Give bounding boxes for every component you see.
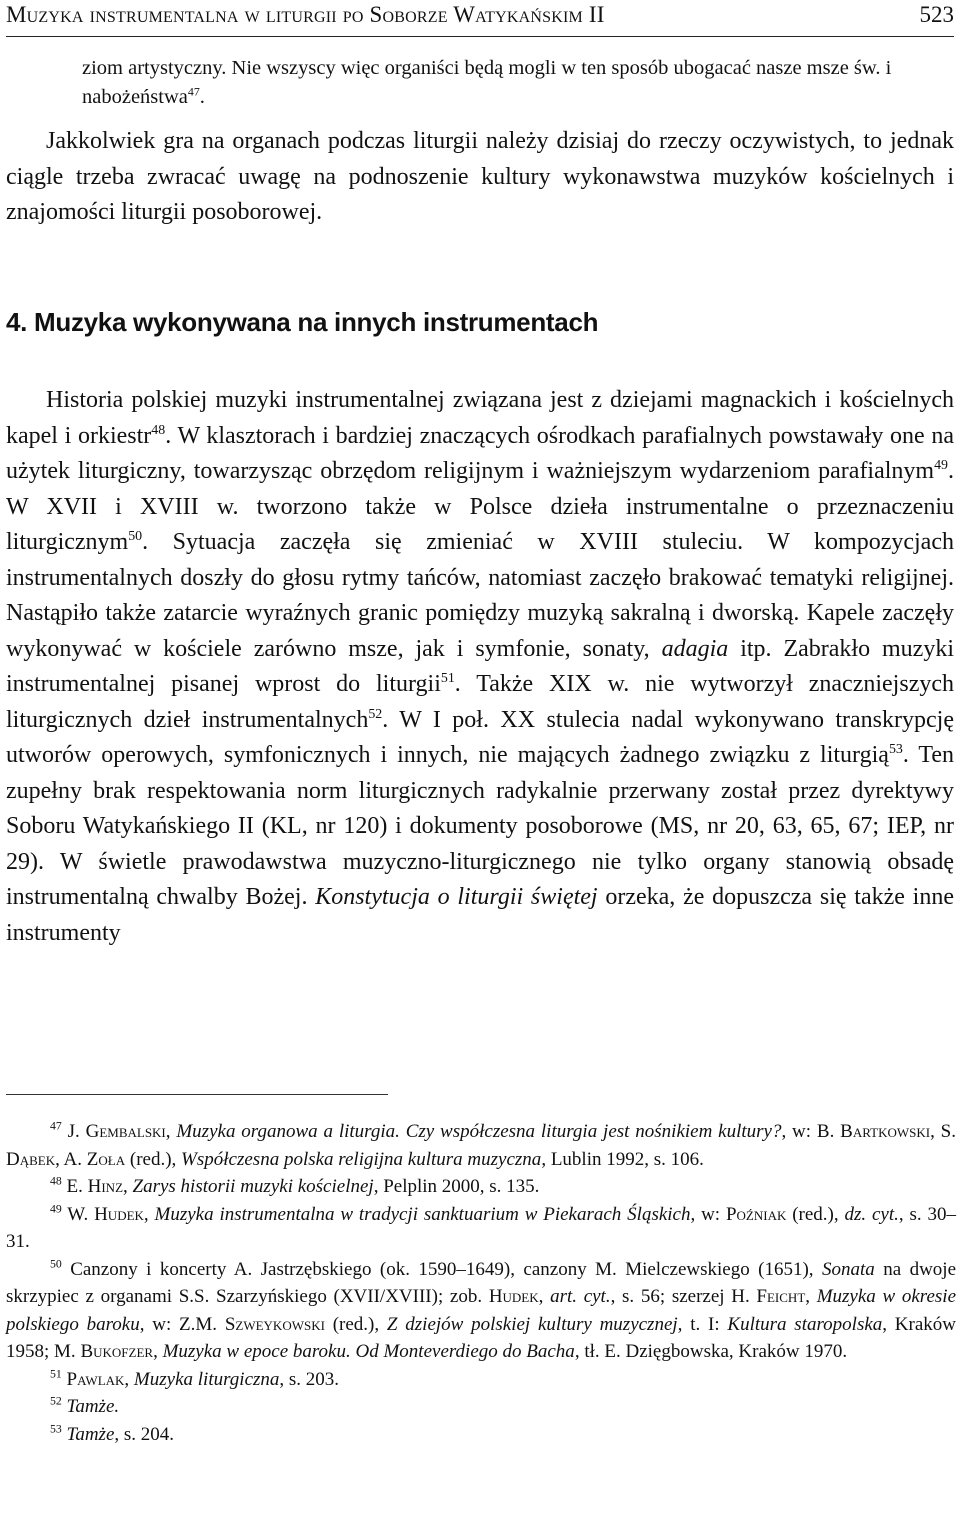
text-run: Historia polskiej muzyki instrumentalnej związana jest z dziejami magnackich i kościelnych kapel i orkiestr xyxy=(6,387,954,449)
text-run: . W klasztorach i bardziej znaczących ośrodkach parafialnych powstawały one na użytek liturgiczny, towarzysząc obrzędom religijnym i ważniejszym wydarzeniom parafialnym xyxy=(6,422,954,484)
text-run: . Także XIX w. nie wytworzył znaczniejszych liturgicznych dzieł instrumentalnych xyxy=(6,671,954,733)
fn-text: , xyxy=(538,1286,551,1307)
work-title: Zarys historii muzyki kościelnej xyxy=(132,1176,374,1197)
fn-text: , S. xyxy=(930,1121,956,1142)
fn-text: , Kraków 1958; M. xyxy=(6,1313,957,1362)
abbrev: dz. cyt. xyxy=(844,1203,899,1225)
fn-text: , w: Z.M. xyxy=(139,1313,225,1335)
italic-term: adagia xyxy=(661,635,729,662)
author-name: Bukofzer xyxy=(80,1341,154,1362)
footnote-ref-49[interactable]: 49 xyxy=(934,457,948,473)
work-title: Muzyka instrumentalna w tradycji sanktuarium w Piekarach Śląskich xyxy=(154,1203,691,1225)
footnotes xyxy=(6,1118,956,1448)
section-heading: 4. Muzyka wykonywana na innych instrumentach xyxy=(6,307,599,337)
footnote-47 xyxy=(6,1118,956,1173)
author-name: Szweykowski xyxy=(224,1313,325,1335)
fn-text: , s. 203. xyxy=(279,1368,340,1390)
footnote-ref-53[interactable]: 53 xyxy=(888,741,903,757)
work-title: Kultura staropolska xyxy=(727,1313,883,1335)
text-run: . W XVII i XVIII w. tworzono także w Polsce dzieła instrumentalne o przeznaczeniu liturgicznym xyxy=(6,458,954,555)
footnote-51 xyxy=(6,1366,956,1394)
running-head xyxy=(6,0,954,37)
footnote-number: 52 xyxy=(50,1394,62,1408)
author-name: Poźniak xyxy=(725,1203,787,1225)
footnote-ref-51[interactable]: 51 xyxy=(440,670,455,686)
footnote-number: 50 xyxy=(50,1256,62,1270)
footnote-number: 53 xyxy=(50,1421,62,1435)
italic-title: Konstytucja o liturgii świętej xyxy=(315,884,598,910)
fn-text: , s. 56; szerzej H. xyxy=(610,1286,757,1307)
fn-text: (red.), xyxy=(125,1148,182,1170)
fn-text: , xyxy=(143,1203,155,1225)
author-name: Bartkowski xyxy=(840,1121,931,1142)
fn-text: E. xyxy=(66,1176,88,1197)
footnote-49 xyxy=(6,1201,956,1256)
text-run: . Sytuacja zaczęła się zmieniać w XVIII stuleciu. W kompozycjach instrumentalnych doszły do głosu rytmy tańców, natomiast zaczęło brakować tematyki religijnej. Nastąpiło także zatarcie wyraźnych granic pomiędzy muzyką sakralną i dworską. Kapele zaczęły wykonywać w kościele zarówno msze, jak i symfonie, sonaty, xyxy=(6,529,954,662)
fn-text: , s. 30–31. xyxy=(6,1203,956,1252)
work-title: Muzyka liturgiczna xyxy=(133,1368,280,1390)
footnote-52 xyxy=(6,1393,956,1421)
work-title: Muzyka organowa a liturgia. Czy współczesna liturgia jest nośnikiem kultury? xyxy=(176,1121,782,1142)
author-name: Hinz xyxy=(87,1176,124,1197)
continuation-text-end: . xyxy=(199,86,205,108)
author-name: Hudek xyxy=(488,1286,539,1307)
fn-text: , xyxy=(124,1368,134,1390)
fn-text: , w: xyxy=(690,1203,726,1225)
continuation-text xyxy=(82,54,922,112)
work-title: Z dziejów polskiej kultury muzycznej, xyxy=(386,1313,683,1335)
continuation-text-part: ziom artystyczny. Nie wszyscy więc organiści będą mogli w ten sposób ubogacać nasze msze św. i nabożeństwa xyxy=(82,57,892,108)
fn-text: , xyxy=(165,1121,177,1142)
work-title: Muzyka w okresie polskiego baroku xyxy=(6,1286,956,1335)
author-name: Feicht xyxy=(756,1286,806,1307)
fn-text: , Pelplin 2000, s. 135. xyxy=(373,1176,540,1197)
fn-text: t. I: xyxy=(682,1313,728,1335)
footnote-ref-50[interactable]: 50 xyxy=(128,528,143,544)
fn-text: , Lublin 1992, s. 106. xyxy=(541,1148,704,1170)
footnote-number: 48 xyxy=(50,1174,62,1188)
text-run: orzeka, że dopuszcza się także inne instrumenty xyxy=(6,884,954,946)
fn-text: Canzony i koncerty A. Jastrzębskiego (ok. 1590–1649), canzony M. Mielczewskiego (1651), xyxy=(70,1258,822,1280)
work-title: Muzyka w epoce baroku. Od Monteverdiego do Bacha xyxy=(162,1341,575,1362)
author-name: Zoła xyxy=(86,1148,126,1170)
fn-text: J. xyxy=(67,1121,86,1142)
footnote-ref-47[interactable]: 47 xyxy=(187,84,200,99)
fn-text: , s. 204. xyxy=(114,1423,175,1445)
paragraph-organs: Jakkolwiek gra na organach podczas liturgii należy dzisiaj do rzeczy oczywistych, to jednak ciągle trzeba zwracać uwagę na podnoszenie kultury wykonawstwa muzyków kościelnych i znajomości liturgii posoborowej. xyxy=(6,128,954,225)
fn-text: na dwoje skrzypiec z organami S.S. Szarzyńskiego (XVII/XVIII); zob. xyxy=(6,1258,956,1307)
work-title: Tamże. xyxy=(66,1396,120,1417)
text-run: . W I poł. XX stulecia nadal wykonywano transkrypcję utworów operowych, symfonicznych i innych, nie mających żadnego związku z liturgią xyxy=(6,706,954,768)
footnote-number: 51 xyxy=(50,1366,62,1380)
footnote-ref-52[interactable]: 52 xyxy=(368,706,383,722)
author-name: Hudek xyxy=(94,1203,144,1225)
fn-text: (red.), xyxy=(786,1203,845,1225)
fn-text: , xyxy=(123,1176,133,1197)
page-number: 523 xyxy=(919,2,954,27)
paragraph-instruments xyxy=(6,383,954,951)
footnote-50 xyxy=(6,1256,956,1366)
author-name: Pawlak xyxy=(66,1368,125,1390)
fn-text: , tł. E. Dzięgbowska, Kraków 1970. xyxy=(574,1341,848,1362)
footnote-separator xyxy=(6,1094,388,1095)
fn-text: , xyxy=(153,1341,163,1362)
footnote-53 xyxy=(6,1421,956,1449)
footnote-number: 49 xyxy=(50,1201,62,1215)
author-name: Gembalski xyxy=(85,1121,166,1142)
text-run: itp. Zabrakło muzyki instrumentalnej pisanej wprost do liturgii xyxy=(6,635,954,697)
work-title: Współczesna polska religijna kultura muzyczna xyxy=(181,1148,542,1170)
work-title: Tamże xyxy=(66,1423,115,1445)
footnote-ref-48[interactable]: 48 xyxy=(151,422,166,438)
author-name: Dąbek xyxy=(6,1148,56,1170)
footnote-48 xyxy=(6,1173,956,1201)
running-head-title: Muzyka instrumentalna w liturgii po Soborze Watykańskim II xyxy=(6,2,605,27)
fn-text: , A. xyxy=(55,1148,87,1170)
text-run: . Ten zupełny brak respektowania norm liturgicznych radykalnie przerwany został przez dyrektywy Soboru Watykańskiego II (KL, nr 120) i dokumenty posoborowe (MS, nr 20, 63, 65, 67; IEP, nr 29). W świetle prawodawstwa muzyczno-liturgicznego nie tylko organy stanowią obsadę instrumentalną chwalby Bożej. xyxy=(6,742,955,910)
fn-text: W. xyxy=(67,1203,95,1225)
footnote-number: 47 xyxy=(50,1119,62,1133)
abbrev: art. cyt. xyxy=(550,1286,611,1307)
work-title: Sonata xyxy=(821,1258,875,1280)
fn-text: , w: B. xyxy=(781,1121,841,1142)
fn-text: (red.), xyxy=(324,1313,387,1335)
fn-text: , xyxy=(805,1286,817,1307)
